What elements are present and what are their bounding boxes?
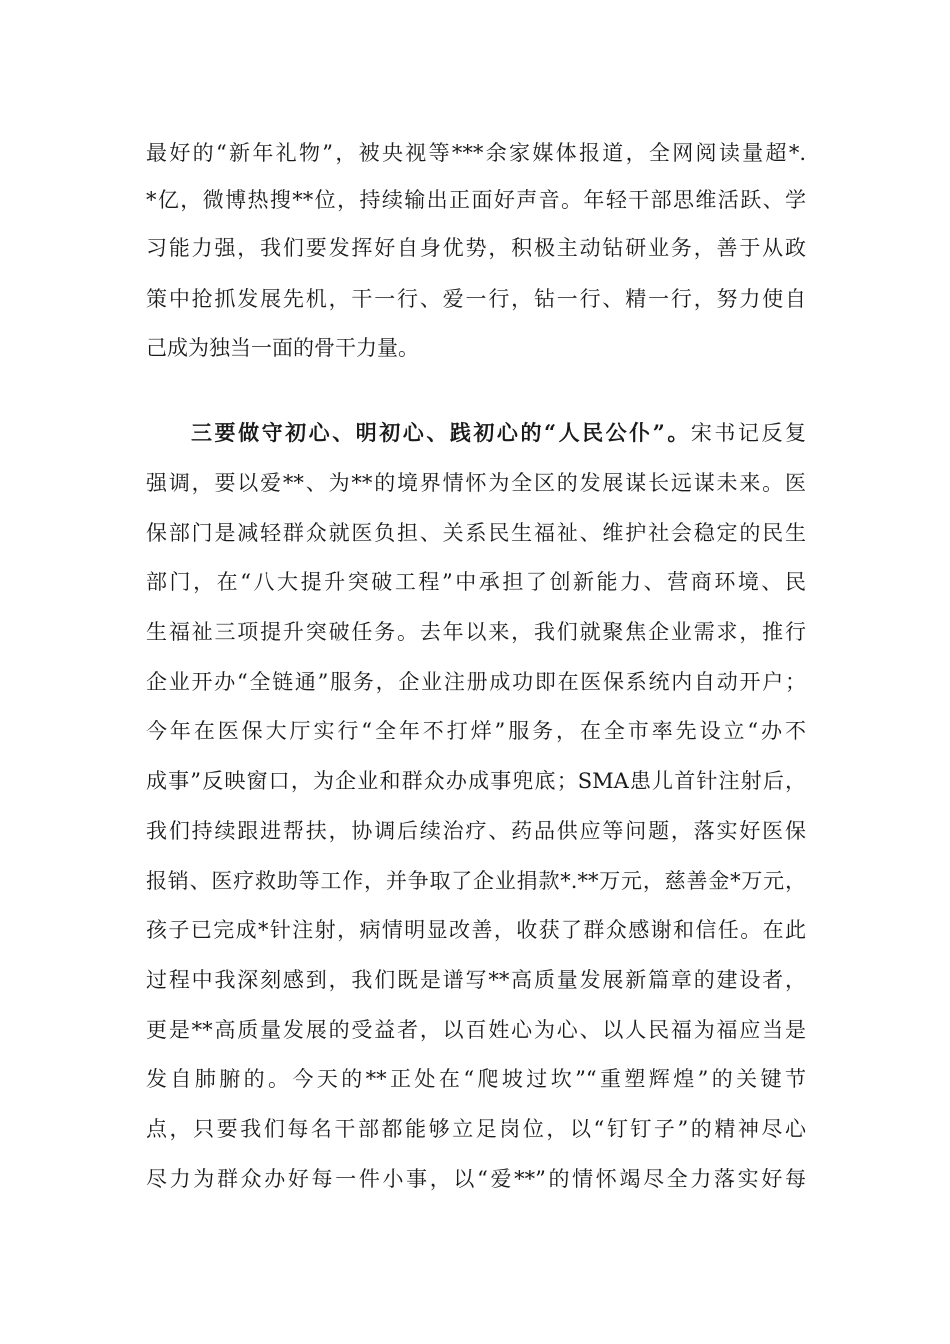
paragraph-2-line-13: 更是**高质量发展的受益者，以百姓心为心、以人民福为福应当是: [146, 1018, 806, 1042]
paragraph-2-line-16: 尽力为群众办好每一件小事，以“爱**”的情怀竭尽全力落实好每: [146, 1167, 806, 1191]
paragraph-2-line-11: 孩子已完成*针注射，病情明显改善，收获了群众感谢和信任。在此: [146, 918, 806, 942]
paragraph-2-heading: 三要做守初心、明初心、践初心的“人民公仆”。: [191, 420, 691, 445]
paragraph-2-line-1: [191, 408, 806, 458]
paragraph-2-line-12: 过程中我深刻感到，我们既是谱写**高质量发展新篇章的建设者，: [146, 968, 806, 992]
paragraph-1-line-1: 最好的“新年礼物”，被央视等***余家媒体报道，全网阅读量超*.: [146, 141, 806, 165]
paragraph-1-line-2: *亿，微博热搜**位，持续输出正面好声音。年轻干部思维活跃、学: [146, 188, 806, 212]
paragraph-2-line-9: 我们持续跟进帮扶，协调后续治疗、药品供应等问题，落实好医保: [146, 819, 806, 843]
paragraph-2-line-8: 成事”反映窗口，为企业和群众办成事兜底；SMA患儿首针注射后，: [146, 769, 806, 793]
paragraph-2-line-3: 保部门是减轻群众就医负担、关系民生福祉、维护社会稳定的民生: [146, 521, 806, 545]
paragraph-2-line-15: 点，只要我们每名干部都能够立足岗位，以“钉钉子”的精神尽心: [146, 1117, 806, 1141]
paragraph-2-line-2: 强调，要以爱**、为**的境界情怀为全区的发展谋长远谋未来。医: [146, 471, 806, 495]
paragraph-1-line-5: 己成为独当一面的骨干力量。: [146, 336, 419, 360]
paragraph-2-line-10: 报销、医疗救助等工作，并争取了企业捐款*.**万元，慈善金*万元，: [146, 869, 806, 893]
paragraph-2-line-4: 部门，在“八大提升突破工程”中承担了创新能力、营商环境、民: [146, 570, 806, 594]
paragraph-2-line-6: 企业开办“全链通”服务，企业注册成功即在医保系统内自动开户；: [146, 670, 806, 694]
paragraph-1-line-3: 习能力强，我们要发挥好自身优势，积极主动钻研业务，善于从政: [146, 236, 806, 260]
paragraph-1-line-4: 策中抢抓发展先机，干一行、爱一行，钻一行、精一行，努力使自: [146, 287, 806, 311]
paragraph-2-line-14: 发自肺腑的。今天的**正处在“爬坡过坎”“重塑辉煌”的关键节: [146, 1067, 806, 1091]
paragraph-2-line-1-rest: 宋书记反复: [690, 421, 806, 445]
paragraph-2-line-5: 生福祉三项提升突破任务。去年以来，我们就聚焦企业需求，推行: [146, 620, 806, 644]
paragraph-2-line-7: 今年在医保大厅实行“全年不打烊”服务，在全市率先设立“办不: [146, 719, 806, 743]
